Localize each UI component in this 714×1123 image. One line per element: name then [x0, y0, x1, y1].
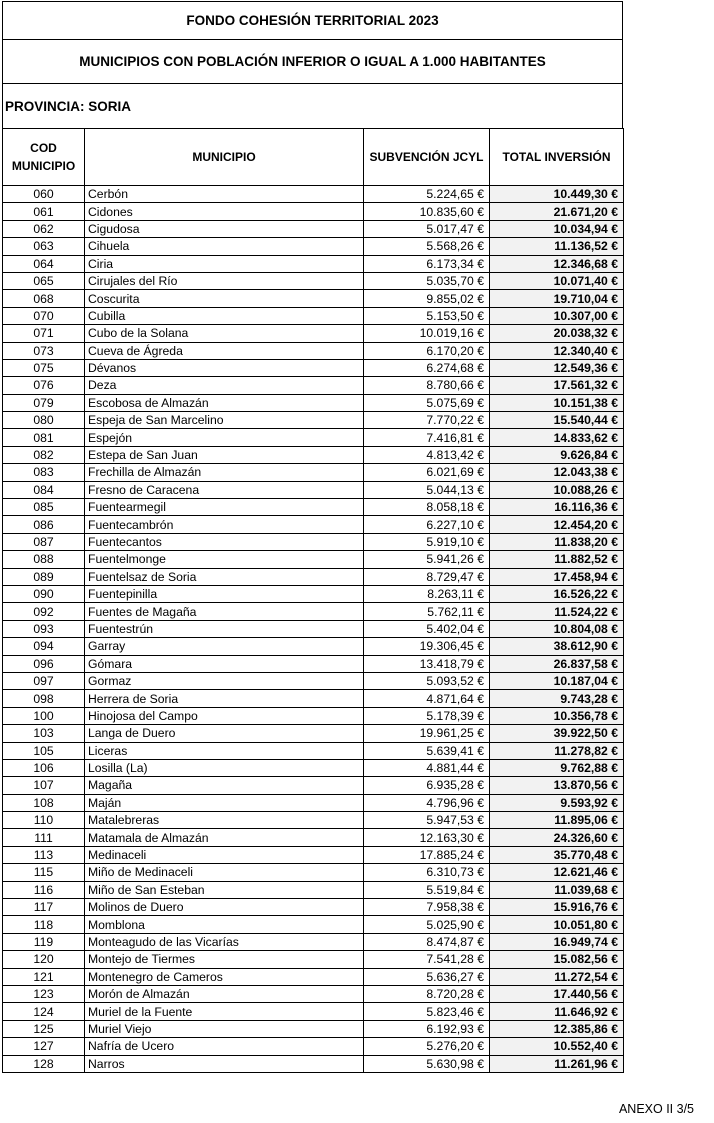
cell-municipio: Espejón — [85, 429, 364, 446]
cell-cod: 085 — [3, 499, 85, 516]
cell-cod: 068 — [3, 290, 85, 307]
cell-total: 10.034,94 € — [490, 220, 624, 237]
cell-total: 17.458,94 € — [490, 568, 624, 585]
cell-total: 12.549,36 € — [490, 359, 624, 376]
cell-municipio: Magaña — [85, 777, 364, 794]
cell-total: 12.385,86 € — [490, 1020, 624, 1037]
cell-total: 9.762,88 € — [490, 759, 624, 776]
cell-cod: 119 — [3, 933, 85, 950]
cell-total: 13.870,56 € — [490, 777, 624, 794]
cell-subvencion: 5.276,20 € — [364, 1038, 490, 1055]
cell-subvencion: 8.263,11 € — [364, 585, 490, 602]
cell-cod: 123 — [3, 985, 85, 1002]
cell-subvencion: 5.017,47 € — [364, 220, 490, 237]
cell-municipio: Fuentestrún — [85, 620, 364, 637]
table-row — [3, 464, 624, 481]
cell-total: 15.916,76 € — [490, 899, 624, 916]
cell-cod: 128 — [3, 1055, 85, 1072]
cell-cod: 079 — [3, 394, 85, 411]
cell-cod: 111 — [3, 829, 85, 846]
table-row — [3, 655, 624, 672]
table-row — [3, 307, 624, 324]
cell-cod: 070 — [3, 307, 85, 324]
cell-cod: 103 — [3, 725, 85, 742]
cell-total: 21.671,20 € — [490, 203, 624, 220]
table-row — [3, 899, 624, 916]
cell-subvencion: 4.796,96 € — [364, 794, 490, 811]
cell-municipio: Fuentecambrón — [85, 516, 364, 533]
cell-municipio: Cubo de la Solana — [85, 325, 364, 342]
cell-subvencion: 5.025,90 € — [364, 916, 490, 933]
cell-total: 10.088,26 € — [490, 481, 624, 498]
cell-cod: 108 — [3, 794, 85, 811]
cell-cod: 124 — [3, 1003, 85, 1020]
cell-municipio: Matalebreras — [85, 812, 364, 829]
cell-total: 10.187,04 € — [490, 672, 624, 689]
cell-subvencion: 10.835,60 € — [364, 203, 490, 220]
cell-total: 16.949,74 € — [490, 933, 624, 950]
cell-municipio: Miño de Medinaceli — [85, 864, 364, 881]
table-row — [3, 951, 624, 968]
cell-cod: 107 — [3, 777, 85, 794]
cell-subvencion: 5.519,84 € — [364, 881, 490, 898]
table-row — [3, 1038, 624, 1055]
cell-subvencion: 19.306,45 € — [364, 638, 490, 655]
cell-subvencion: 13.418,79 € — [364, 655, 490, 672]
table-row — [3, 759, 624, 776]
cell-municipio: Nafría de Ucero — [85, 1038, 364, 1055]
cell-cod: 080 — [3, 412, 85, 429]
cell-total: 9.626,84 € — [490, 446, 624, 463]
table-row — [3, 325, 624, 342]
cell-cod: 106 — [3, 759, 85, 776]
cell-cod: 062 — [3, 220, 85, 237]
cell-subvencion: 6.227,10 € — [364, 516, 490, 533]
cell-cod: 083 — [3, 464, 85, 481]
cell-cod: 088 — [3, 551, 85, 568]
cell-cod: 120 — [3, 951, 85, 968]
cell-total: 11.278,82 € — [490, 742, 624, 759]
cell-subvencion: 6.935,28 € — [364, 777, 490, 794]
cell-total: 11.882,52 € — [490, 551, 624, 568]
table-row — [3, 672, 624, 689]
table-row — [3, 881, 624, 898]
cell-cod: 082 — [3, 446, 85, 463]
cell-total: 10.804,08 € — [490, 620, 624, 637]
cell-subvencion: 5.823,46 € — [364, 1003, 490, 1020]
table-row — [3, 1055, 624, 1072]
cell-municipio: Morón de Almazán — [85, 985, 364, 1002]
table-row — [3, 968, 624, 985]
cell-subvencion: 7.958,38 € — [364, 899, 490, 916]
cell-subvencion: 8.720,28 € — [364, 985, 490, 1002]
cell-subvencion: 5.947,53 € — [364, 812, 490, 829]
cell-cod: 125 — [3, 1020, 85, 1037]
cell-cod: 089 — [3, 568, 85, 585]
cell-subvencion: 5.941,26 € — [364, 551, 490, 568]
cell-municipio: Fuentecantos — [85, 533, 364, 550]
cell-subvencion: 17.885,24 € — [364, 846, 490, 863]
table-row — [3, 255, 624, 272]
cell-total: 20.038,32 € — [490, 325, 624, 342]
cell-total: 17.561,32 € — [490, 377, 624, 394]
cell-cod: 065 — [3, 272, 85, 289]
table-row — [3, 290, 624, 307]
cell-subvencion: 7.770,22 € — [364, 412, 490, 429]
table-row — [3, 690, 624, 707]
cell-municipio: Fuentelmonge — [85, 551, 364, 568]
cell-cod: 116 — [3, 881, 85, 898]
document — [2, 1, 623, 1073]
cell-municipio: Montenegro de Cameros — [85, 968, 364, 985]
table-row — [3, 377, 624, 394]
cell-subvencion: 5.178,39 € — [364, 707, 490, 724]
cell-municipio: Cirujales del Río — [85, 272, 364, 289]
cell-total: 38.612,90 € — [490, 638, 624, 655]
cell-cod: 121 — [3, 968, 85, 985]
cell-total: 19.710,04 € — [490, 290, 624, 307]
cell-municipio: Ciria — [85, 255, 364, 272]
cell-subvencion: 10.019,16 € — [364, 325, 490, 342]
col-header-total: TOTAL INVERSIÓN — [490, 129, 624, 186]
cell-total: 12.340,40 € — [490, 342, 624, 359]
cell-municipio: Cihuela — [85, 238, 364, 255]
cell-total: 10.071,40 € — [490, 272, 624, 289]
cell-municipio: Fuentepinilla — [85, 585, 364, 602]
table-row — [3, 1003, 624, 1020]
cell-subvencion: 19.961,25 € — [364, 725, 490, 742]
cell-subvencion: 5.075,69 € — [364, 394, 490, 411]
cell-subvencion: 12.163,30 € — [364, 829, 490, 846]
table-row — [3, 342, 624, 359]
cell-cod: 060 — [3, 186, 85, 203]
cell-subvencion: 4.813,42 € — [364, 446, 490, 463]
cell-cod: 061 — [3, 203, 85, 220]
table-row — [3, 446, 624, 463]
cell-cod: 092 — [3, 603, 85, 620]
col-header-cod — [3, 129, 85, 186]
table-row — [3, 203, 624, 220]
table-row — [3, 516, 624, 533]
cell-subvencion: 8.474,87 € — [364, 933, 490, 950]
cell-municipio: Escobosa de Almazán — [85, 394, 364, 411]
cell-municipio: Fresno de Caracena — [85, 481, 364, 498]
cell-total: 10.051,80 € — [490, 916, 624, 933]
cell-cod: 118 — [3, 916, 85, 933]
cell-cod: 063 — [3, 238, 85, 255]
cell-total: 15.082,56 € — [490, 951, 624, 968]
table-row — [3, 864, 624, 881]
cell-municipio: Espeja de San Marcelino — [85, 412, 364, 429]
cell-total: 11.136,52 € — [490, 238, 624, 255]
cell-cod: 073 — [3, 342, 85, 359]
cell-municipio: Coscurita — [85, 290, 364, 307]
cell-municipio: Momblona — [85, 916, 364, 933]
cell-subvencion: 5.402,04 € — [364, 620, 490, 637]
cell-municipio: Cigudosa — [85, 220, 364, 237]
cell-municipio: Herrera de Soria — [85, 690, 364, 707]
cell-total: 11.272,54 € — [490, 968, 624, 985]
cell-municipio: Muriel de la Fuente — [85, 1003, 364, 1020]
cell-total: 16.116,36 € — [490, 499, 624, 516]
cell-cod: 094 — [3, 638, 85, 655]
cell-municipio: Cueva de Ágreda — [85, 342, 364, 359]
cell-total: 10.151,38 € — [490, 394, 624, 411]
cell-cod: 084 — [3, 481, 85, 498]
cell-total: 39.922,50 € — [490, 725, 624, 742]
table-row — [3, 742, 624, 759]
cell-municipio: Cubilla — [85, 307, 364, 324]
cell-total: 11.838,20 € — [490, 533, 624, 550]
cell-cod: 087 — [3, 533, 85, 550]
cell-cod: 098 — [3, 690, 85, 707]
cell-subvencion: 5.630,98 € — [364, 1055, 490, 1072]
cell-total: 10.552,40 € — [490, 1038, 624, 1055]
cell-total: 12.454,20 € — [490, 516, 624, 533]
cell-total: 35.770,48 € — [490, 846, 624, 863]
table-row — [3, 568, 624, 585]
table-row — [3, 846, 624, 863]
cell-cod: 100 — [3, 707, 85, 724]
cell-subvencion: 5.636,27 € — [364, 968, 490, 985]
cell-total: 9.593,92 € — [490, 794, 624, 811]
table-row — [3, 238, 624, 255]
cell-subvencion: 5.044,13 € — [364, 481, 490, 498]
cell-total: 15.540,44 € — [490, 412, 624, 429]
cell-cod: 075 — [3, 359, 85, 376]
cell-subvencion: 8.729,47 € — [364, 568, 490, 585]
table-row — [3, 481, 624, 498]
cell-total: 14.833,62 € — [490, 429, 624, 446]
cell-subvencion: 8.058,18 € — [364, 499, 490, 516]
table-row — [3, 620, 624, 637]
province-label: PROVINCIA: SORIA — [2, 83, 623, 128]
cell-municipio: Fuentearmegil — [85, 499, 364, 516]
table-row — [3, 412, 624, 429]
cell-municipio: Narros — [85, 1055, 364, 1072]
table-row — [3, 707, 624, 724]
cell-total: 12.346,68 € — [490, 255, 624, 272]
table-row — [3, 638, 624, 655]
table-row — [3, 186, 624, 203]
cell-cod: 086 — [3, 516, 85, 533]
table-row — [3, 603, 624, 620]
table-row — [3, 777, 624, 794]
table-row — [3, 829, 624, 846]
cell-cod: 117 — [3, 899, 85, 916]
cell-total: 10.356,78 € — [490, 707, 624, 724]
cell-subvencion: 6.170,20 € — [364, 342, 490, 359]
cell-subvencion: 6.173,34 € — [364, 255, 490, 272]
cell-cod: 081 — [3, 429, 85, 446]
cell-subvencion: 5.639,41 € — [364, 742, 490, 759]
cell-total: 10.307,00 € — [490, 307, 624, 324]
col-header-cod-line1: COD — [30, 141, 57, 155]
cell-total: 24.326,60 € — [490, 829, 624, 846]
document-subtitle: MUNICIPIOS CON POBLACIÓN INFERIOR O IGUAL A 1.000 HABITANTES — [2, 39, 623, 83]
cell-municipio: Estepa de San Juan — [85, 446, 364, 463]
cell-total: 11.039,68 € — [490, 881, 624, 898]
cell-municipio: Montejo de Tiermes — [85, 951, 364, 968]
table-row — [3, 812, 624, 829]
cell-municipio: Molinos de Duero — [85, 899, 364, 916]
table-row — [3, 394, 624, 411]
cell-cod: 071 — [3, 325, 85, 342]
table-row — [3, 429, 624, 446]
cell-cod: 113 — [3, 846, 85, 863]
cell-total: 11.895,06 € — [490, 812, 624, 829]
cell-municipio: Dévanos — [85, 359, 364, 376]
cell-municipio: Monteagudo de las Vicarías — [85, 933, 364, 950]
cell-subvencion: 6.274,68 € — [364, 359, 490, 376]
cell-municipio: Langa de Duero — [85, 725, 364, 742]
cell-municipio: Cidones — [85, 203, 364, 220]
cell-subvencion: 6.192,93 € — [364, 1020, 490, 1037]
cell-municipio: Liceras — [85, 742, 364, 759]
cell-total: 9.743,28 € — [490, 690, 624, 707]
cell-cod: 090 — [3, 585, 85, 602]
cell-subvencion: 5.762,11 € — [364, 603, 490, 620]
cell-cod: 076 — [3, 377, 85, 394]
cell-cod: 064 — [3, 255, 85, 272]
col-header-municipio: MUNICIPIO — [85, 129, 364, 186]
table-row — [3, 933, 624, 950]
cell-subvencion: 6.310,73 € — [364, 864, 490, 881]
cell-subvencion: 5.035,70 € — [364, 272, 490, 289]
table-row — [3, 499, 624, 516]
cell-municipio: Matamala de Almazán — [85, 829, 364, 846]
cell-municipio: Miño de San Esteban — [85, 881, 364, 898]
cell-municipio: Fuentes de Magaña — [85, 603, 364, 620]
table-row — [3, 359, 624, 376]
municipality-table — [2, 128, 624, 1073]
table-row — [3, 985, 624, 1002]
cell-municipio: Gormaz — [85, 672, 364, 689]
cell-municipio: Maján — [85, 794, 364, 811]
cell-total: 10.449,30 € — [490, 186, 624, 203]
cell-subvencion: 6.021,69 € — [364, 464, 490, 481]
page-footer: ANEXO II 3/5 — [618, 1102, 694, 1116]
cell-municipio: Medinaceli — [85, 846, 364, 863]
cell-municipio: Frechilla de Almazán — [85, 464, 364, 481]
cell-subvencion: 5.919,10 € — [364, 533, 490, 550]
cell-municipio: Gómara — [85, 655, 364, 672]
cell-total: 12.043,38 € — [490, 464, 624, 481]
document-title: FONDO COHESIÓN TERRITORIAL 2023 — [2, 1, 623, 39]
cell-cod: 127 — [3, 1038, 85, 1055]
cell-cod: 096 — [3, 655, 85, 672]
cell-municipio: Cerbón — [85, 186, 364, 203]
col-header-cod-line2: MUNICIPIO — [11, 159, 76, 173]
cell-subvencion: 5.568,26 € — [364, 238, 490, 255]
cell-subvencion: 5.153,50 € — [364, 307, 490, 324]
cell-subvencion: 8.780,66 € — [364, 377, 490, 394]
table-row — [3, 1020, 624, 1037]
cell-cod: 105 — [3, 742, 85, 759]
cell-total: 26.837,58 € — [490, 655, 624, 672]
table-header-row — [3, 129, 624, 186]
table-row — [3, 551, 624, 568]
cell-cod: 110 — [3, 812, 85, 829]
cell-cod: 097 — [3, 672, 85, 689]
table-row — [3, 794, 624, 811]
cell-total: 12.621,46 € — [490, 864, 624, 881]
cell-municipio: Losilla (La) — [85, 759, 364, 776]
cell-total: 11.646,92 € — [490, 1003, 624, 1020]
cell-total: 16.526,22 € — [490, 585, 624, 602]
cell-subvencion: 4.881,44 € — [364, 759, 490, 776]
cell-municipio: Deza — [85, 377, 364, 394]
table-row — [3, 725, 624, 742]
table-row — [3, 585, 624, 602]
cell-municipio: Hinojosa del Campo — [85, 707, 364, 724]
cell-subvencion: 4.871,64 € — [364, 690, 490, 707]
cell-total: 11.261,96 € — [490, 1055, 624, 1072]
cell-municipio: Fuentelsaz de Soria — [85, 568, 364, 585]
cell-municipio: Garray — [85, 638, 364, 655]
cell-subvencion: 5.093,52 € — [364, 672, 490, 689]
cell-cod: 115 — [3, 864, 85, 881]
col-header-subvencion: SUBVENCIÓN JCYL — [364, 129, 490, 186]
cell-subvencion: 7.541,28 € — [364, 951, 490, 968]
table-row — [3, 272, 624, 289]
cell-subvencion: 9.855,02 € — [364, 290, 490, 307]
cell-total: 17.440,56 € — [490, 985, 624, 1002]
cell-total: 11.524,22 € — [490, 603, 624, 620]
cell-subvencion: 5.224,65 € — [364, 186, 490, 203]
table-row — [3, 533, 624, 550]
cell-cod: 093 — [3, 620, 85, 637]
cell-municipio: Muriel Viejo — [85, 1020, 364, 1037]
cell-subvencion: 7.416,81 € — [364, 429, 490, 446]
table-row — [3, 220, 624, 237]
table-row — [3, 916, 624, 933]
